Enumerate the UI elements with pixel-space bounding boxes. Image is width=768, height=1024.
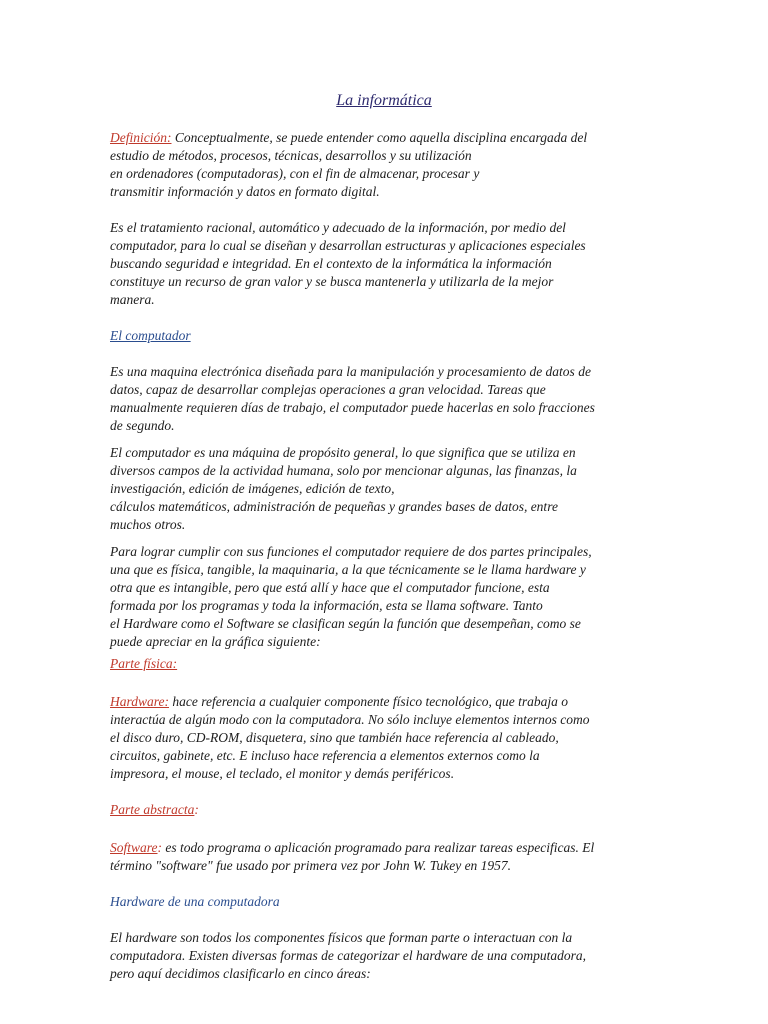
text-line: puede apreciar en la gráfica siguiente: <box>110 634 321 649</box>
text-line: cálculos matemáticos, administración de pequeñas y grandes bases de datos, entre <box>110 499 558 514</box>
treatment-paragraph <box>110 219 658 309</box>
abstract-part-heading: Parte abstracta <box>110 802 195 817</box>
text-line: investigación, edición de imágenes, edición de texto, <box>110 481 395 496</box>
text-line: interactúa de algún modo con la computadora. No sólo incluye elementos internos como <box>110 712 590 727</box>
text-line: Es el tratamiento racional, automático y adecuado de la información, por medio del <box>110 220 566 235</box>
text-line: El computador es una máquina de propósito general, lo que significa que se utiliza en <box>110 445 576 460</box>
text-line: computador, para lo cual se diseñan y desarrollan estructuras y aplicaciones especiales <box>110 238 586 253</box>
hardware-label: Hardware: <box>110 694 169 709</box>
definition-line: transmitir información y datos en formato digital. <box>110 184 380 199</box>
physical-part-heading-row <box>110 655 658 673</box>
hardware-paragraph <box>110 693 658 783</box>
definition-line: en ordenadores (computadoras), con el fin de almacenar, procesar y <box>110 166 480 181</box>
definition-paragraph <box>110 129 658 201</box>
text-line: Para lograr cumplir con sus funciones el computador requiere de dos partes principales, <box>110 544 592 559</box>
text-line: diversos campos de la actividad humana, solo por mencionar algunas, las finanzas, la <box>110 463 577 478</box>
text-line: El hardware son todos los componentes físicos que forman parte o interactuan con la <box>110 930 573 945</box>
text-line: de segundo. <box>110 418 175 433</box>
text-line: el Hardware como el Software se clasifican según la función que desempeñan, como se <box>110 616 581 631</box>
computer-paragraph-1 <box>110 363 658 435</box>
text-line: constituye un recurso de gran valor y se busca mantenerla y utilizarla de la mejor <box>110 274 554 289</box>
definition-line: Conceptualmente, se puede entender como aquella disciplina encargada del <box>171 130 588 145</box>
hardware-computer-heading: Hardware de una computadora <box>110 894 280 909</box>
text-line: manualmente requieren días de trabajo, el computador puede hacerlas en solo fracciones <box>110 400 595 415</box>
definition-line: estudio de métodos, procesos, técnicas, desarrollos y su utilización <box>110 148 472 163</box>
text-line: el disco duro, CD-ROM, disquetera, sino que también hace referencia al cableado, <box>110 730 559 745</box>
text-line: una que es física, tangible, la maquinaria, a la que técnicamente se le llama hardware y <box>110 562 586 577</box>
text-line: muchos otros. <box>110 517 186 532</box>
text-line: es todo programa o aplicación programado para realizar tareas especificas. El <box>162 840 595 855</box>
text-line: hace referencia a cualquier componente físico tecnológico, que trabaja o <box>169 694 569 709</box>
software-label: Software <box>110 840 158 855</box>
abstract-part-heading-row <box>110 801 658 819</box>
definition-label: Definición: <box>110 130 172 145</box>
abstract-part-colon: : <box>194 802 199 817</box>
software-paragraph <box>110 839 658 875</box>
physical-part-heading: Parte física: <box>110 656 178 671</box>
text-line: impresora, el mouse, el teclado, el monitor y demás periféricos. <box>110 766 455 781</box>
hardware-computer-paragraph <box>110 929 658 983</box>
text-line: buscando seguridad e integridad. En el contexto de la informática la información <box>110 256 552 271</box>
computer-heading: El computador <box>110 328 191 343</box>
software-colon: : <box>157 840 163 855</box>
text-line: datos, capaz de desarrollar complejas operaciones a gran velocidad. Tareas que <box>110 382 546 397</box>
text-line: otra que es intangible, pero que está allí y hace que el computador funcione, esta <box>110 580 550 595</box>
text-line: formada por los programas y toda la información, esta se llama software. Tanto <box>110 598 543 613</box>
text-line: pero aquí decidimos clasificarlo en cinco áreas: <box>110 966 371 981</box>
computer-paragraph-3 <box>110 543 658 651</box>
text-line: Es una maquina electrónica diseñada para la manipulación y procesamiento de datos de <box>110 364 591 379</box>
text-line: computadora. Existen diversas formas de categorizar el hardware de una computadora, <box>110 948 586 963</box>
text-line: manera. <box>110 292 155 307</box>
text-line: circuitos, gabinete, etc. E incluso hace referencia a elementos externos como la <box>110 748 540 763</box>
text-line: término "software" fue usado por primera vez por John W. Tukey en 1957. <box>110 858 512 873</box>
computer-paragraph-2 <box>110 444 658 534</box>
page-title: La informática <box>336 92 432 109</box>
